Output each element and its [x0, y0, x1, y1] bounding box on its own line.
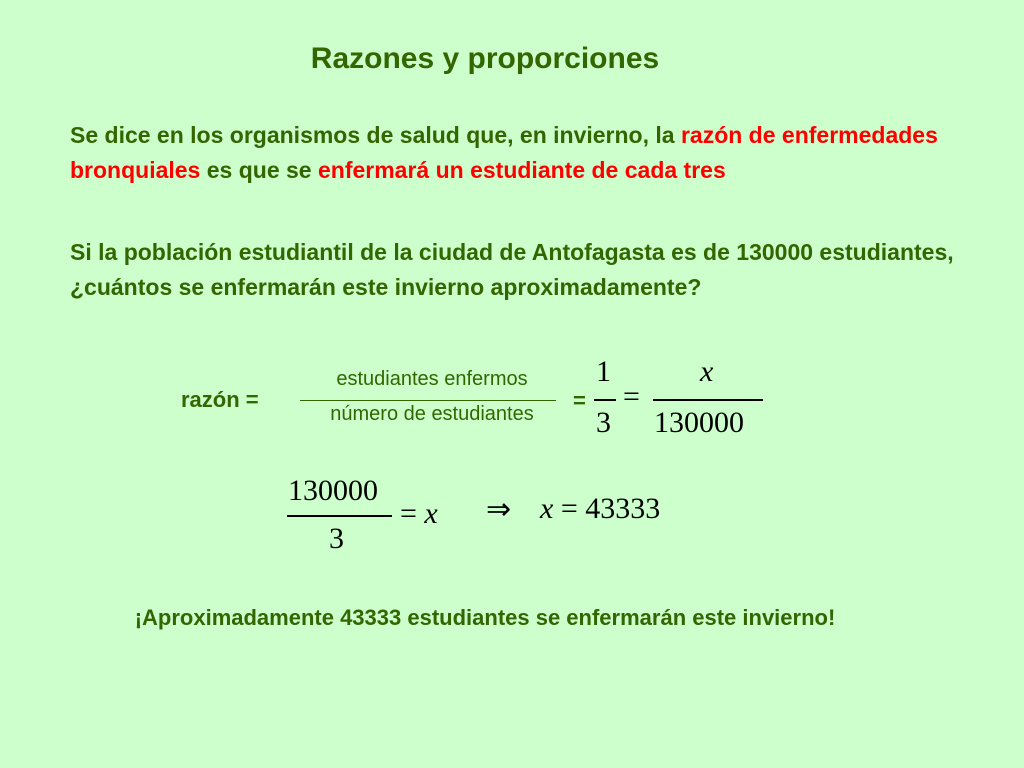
solution-numerator: 130000 — [288, 474, 378, 507]
frac1-denominator: 3 — [596, 406, 611, 439]
intro-text-1: Se dice en los organismos de salud que, en invierno, la — [70, 122, 681, 148]
result — [540, 492, 660, 526]
ratio-denominator: número de estudiantes — [330, 403, 534, 425]
ratio-numerator: estudiantes enfermos — [336, 368, 528, 390]
solution-variable: x — [424, 497, 438, 530]
intro-text-2: es que se — [200, 157, 318, 183]
frac2-denominator: 130000 — [654, 406, 744, 439]
solution-equals — [400, 497, 438, 531]
frac2-bar — [653, 399, 763, 401]
frac2-numerator: x — [700, 355, 714, 388]
frac1-numerator: 1 — [596, 355, 611, 388]
ratio-fraction-bar — [300, 400, 556, 401]
ratio-equals-1: = — [573, 388, 586, 413]
solution-equals-sign: = — [400, 497, 425, 530]
intro-paragraph — [70, 118, 970, 188]
question-paragraph: Si la población estudiantil de la ciudad de Antofagasta es de 130000 estudiantes, ¿cuántos se enfermarán este invierno aproximadamente? — [70, 239, 954, 300]
intro-highlight-1: razón de enfermedades bronquiales — [70, 122, 938, 183]
solution-bar — [287, 515, 392, 517]
solution-denominator: 3 — [329, 522, 344, 555]
result-value: = 43333 — [553, 492, 661, 525]
page-title: Razones y proporciones — [310, 42, 660, 75]
ratio-label: razón = — [181, 387, 259, 412]
conclusion-text: ¡Aproximadamente 43333 estudiantes se enfermarán este invierno! — [134, 605, 836, 630]
frac1-bar — [594, 399, 616, 401]
ratio-equals-2: = — [623, 380, 640, 413]
result-variable: x — [540, 492, 554, 525]
implies-arrow: ⇒ — [486, 493, 512, 526]
intro-highlight-2: enfermará un estudiante de cada tres — [317, 157, 726, 183]
